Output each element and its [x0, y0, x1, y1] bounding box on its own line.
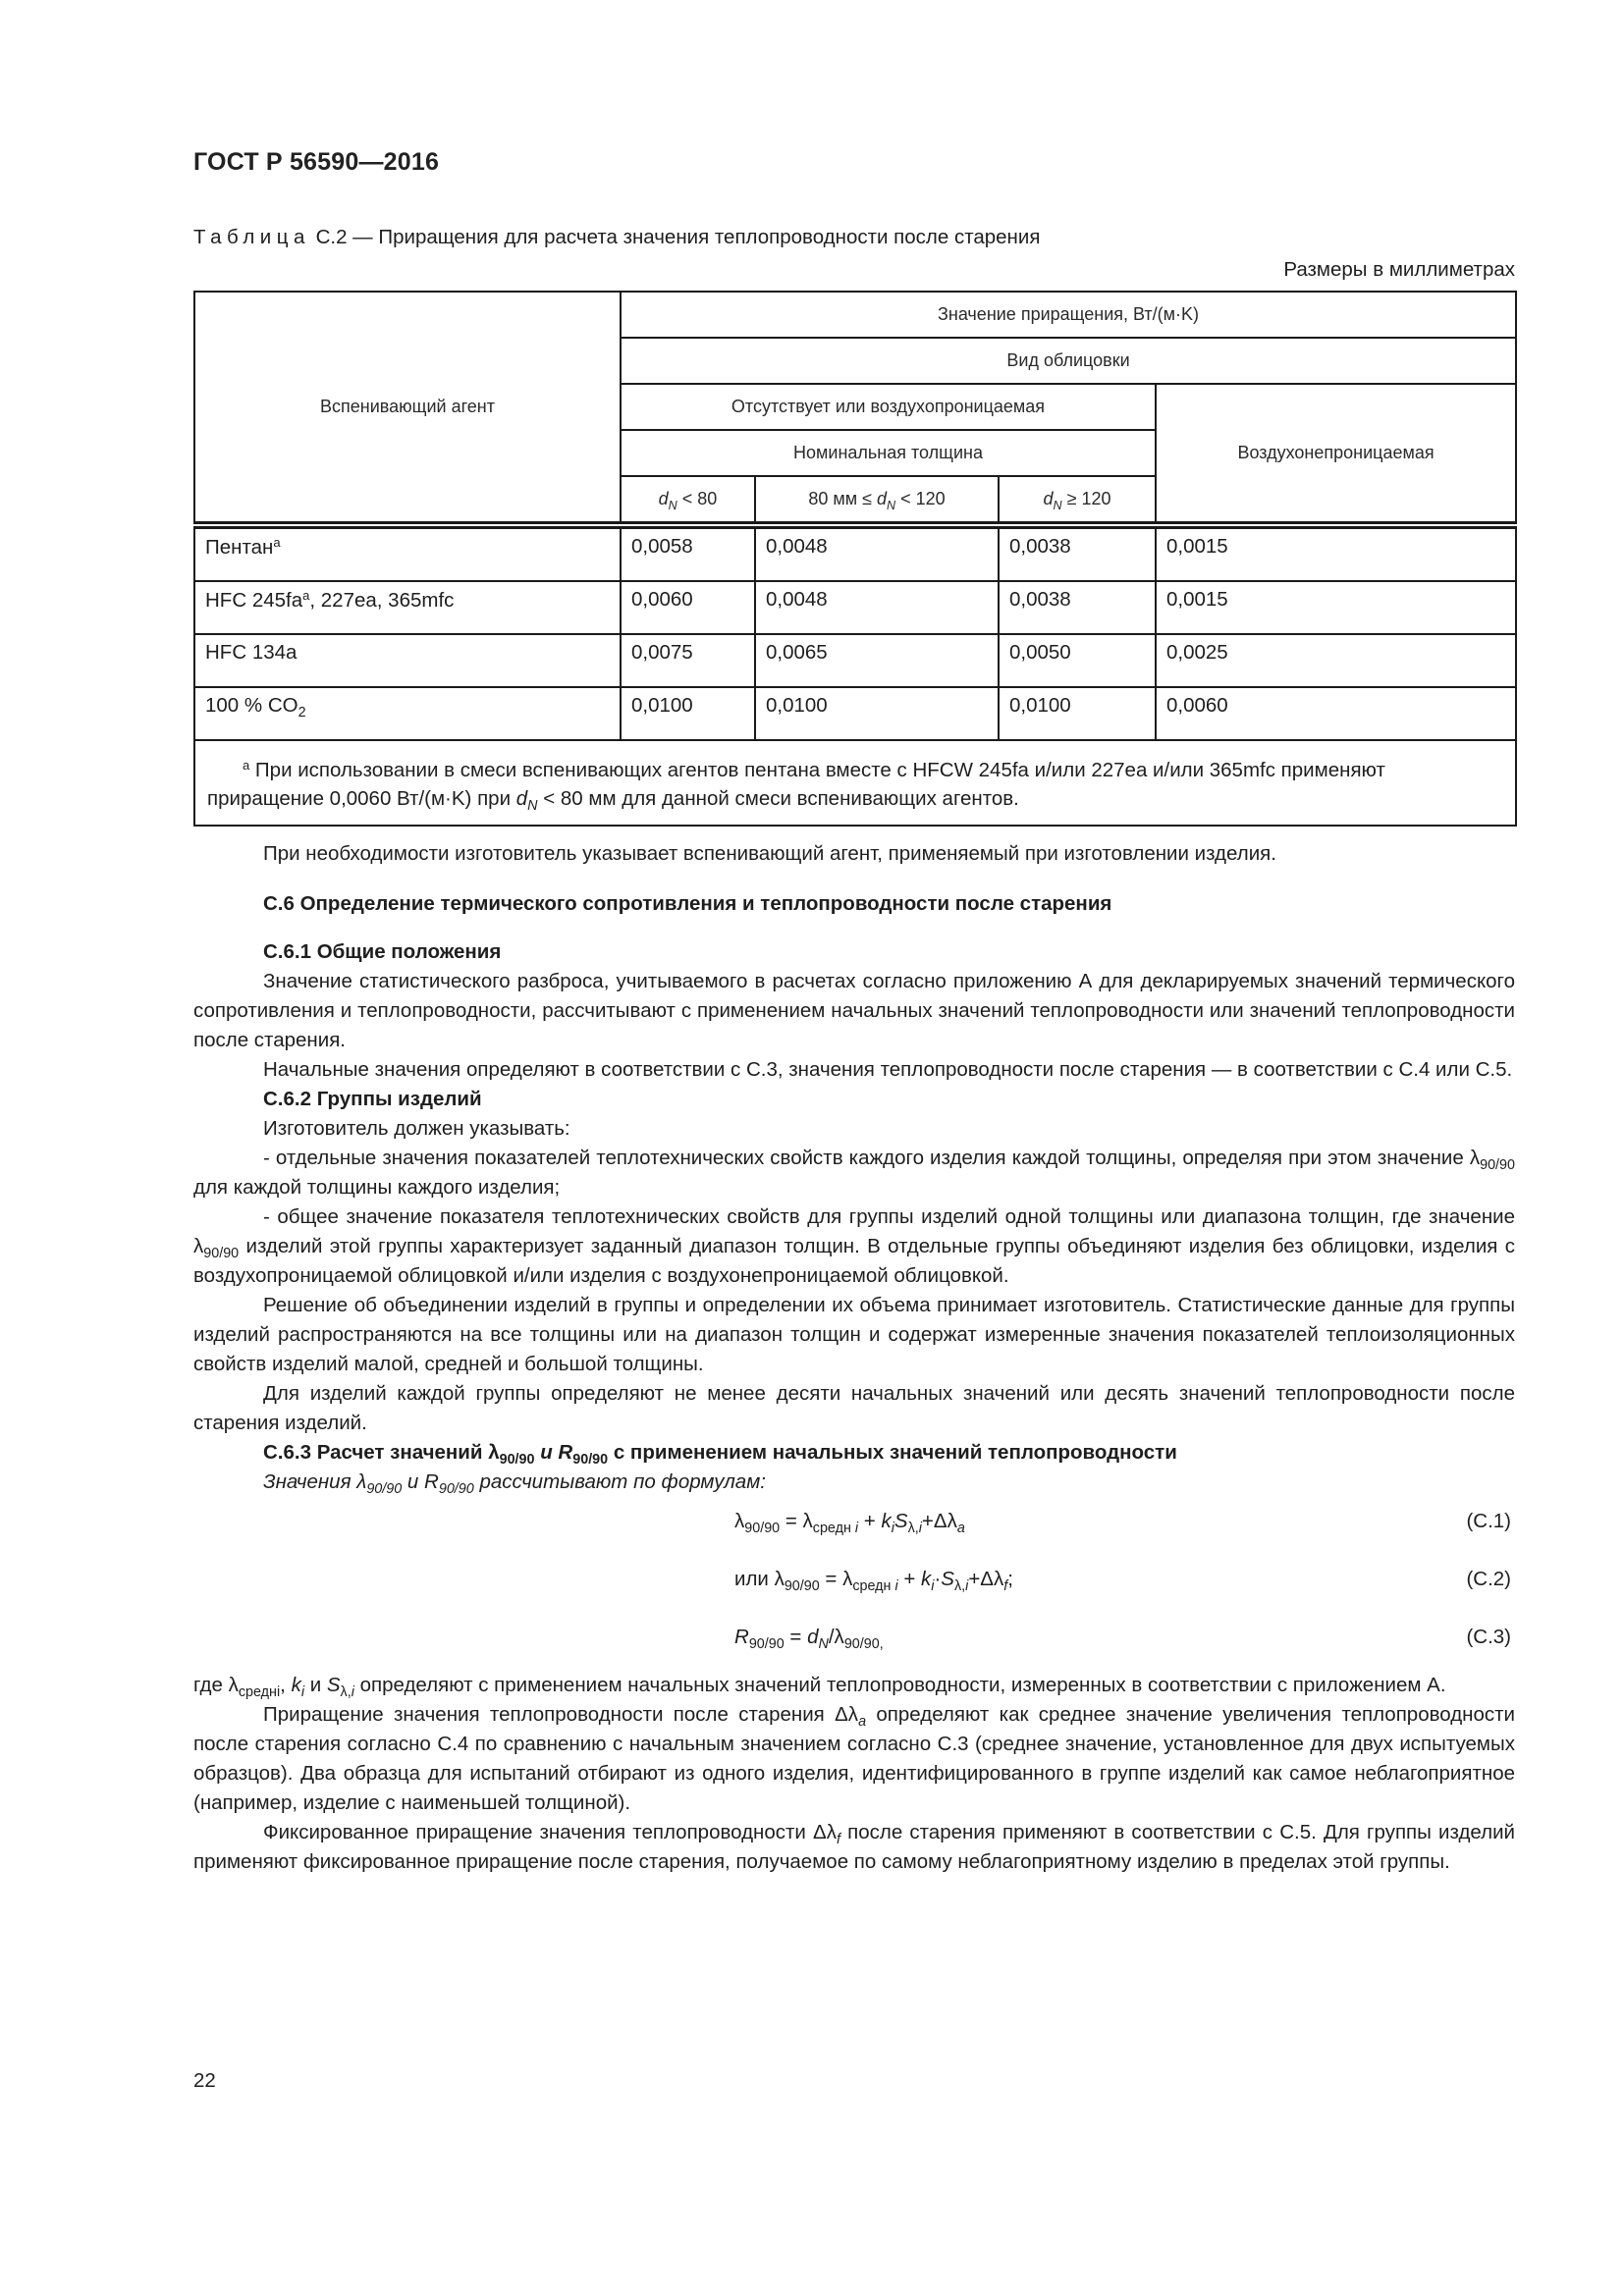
value-cell: 0,0060: [1156, 687, 1516, 740]
value-cell: 0,0060: [621, 581, 755, 634]
table-row: [194, 581, 1516, 634]
section-heading-c6: С.6 Определение термического сопротивления и теплопроводности после старения: [263, 892, 1112, 915]
table-caption-label: Таблица: [193, 226, 310, 248]
paragraph: Приращение значения теплопроводности после старения $\Delta\lambda_a$ определяют как среднее значение увеличения теплопроводности после старения согласно С.4 по сравнению с начальным значением согласно С.3 (среднее значение, установленное для двух испытуемых образцов). Два образца для испытаний отбирают из одного изделия, идентифицированного в группе изделий как самое неблагоприятное (например, изделие с наименьшей толщиной).: [193, 1703, 1515, 1814]
table-footnote-row: [194, 740, 1516, 826]
paragraph: где $\lambda_{средні}$, $k_i$ и $S_{\lambda,i}$ определяют с применением начальных значений теплопроводности, измеренных в соответствии с приложением А.: [193, 1674, 1446, 1700]
increment-table: [193, 291, 1517, 827]
formula-number: (С.1): [1466, 1510, 1511, 1532]
value-cell: 0,0100: [755, 687, 999, 740]
agent-cell: Пентан$^a$: [194, 525, 621, 581]
formula-expression: или $\lambda_{90/90} = \lambda_{средн i} + k_i\cdot S_{\lambda,i}+\Delta\lambda_f$;: [734, 1568, 1013, 1594]
paragraph: Для изделий каждой группы определяют не менее десяти начальных значений или десять значений теплопроводности после старения изделий.: [193, 1382, 1515, 1434]
value-cell: 0,0048: [755, 525, 999, 581]
formula-c2: [193, 1555, 1515, 1613]
body-text: [193, 839, 1515, 1877]
table-units-note: Размеры в миллиметрах: [1283, 258, 1515, 281]
value-cell: 0,0065: [755, 634, 999, 687]
paragraph: Изготовитель должен указывать:: [263, 1117, 570, 1140]
value-cell: 0,0048: [755, 581, 999, 634]
value-cell: 0,0038: [999, 581, 1156, 634]
header-thickness-ge-120: $d_N \ge 120$: [999, 476, 1156, 525]
page-number: 22: [193, 2069, 216, 2092]
paragraph: Значения $\lambda_{90/90}$ и $R_{90/90}$ рассчитывают по формулам:: [263, 1470, 766, 1497]
paragraph: Фиксированное приращение значения теплопроводности $\Delta\lambda_f$ после старения применяют в соответствии с С.5. Для группы изделий применяют фиксированное приращение после старения, получаемое по самому неблагоприятному изделию в пределах этой группы.: [193, 1821, 1515, 1873]
table-footnote: $^a$ При использовании в смеси вспенивающих агентов пентана вместе с HFCW 245fa и/или 227ea и/или 365mfc применяют приращение 0,0060 Вт/(м·K) при $d_N < 80$ мм для данной смеси вспенивающих агентов.: [194, 740, 1516, 826]
paragraph: При необходимости изготовитель указывает вспенивающий агент, применяемый при изготовлении изделия.: [263, 842, 1276, 865]
value-cell: 0,0100: [999, 687, 1156, 740]
formula-expression: $R_{90/90} = d_N/\lambda_{90/90,}$: [734, 1626, 884, 1652]
value-cell: 0,0100: [621, 687, 755, 740]
paragraph: Значение статистического разброса, учитываемого в расчетах согласно приложению А для декларируемых значений термического сопротивления и теплопроводности, рассчитывают с применением начальных значений теплопроводности или значений теплопроводности после старения.: [193, 970, 1515, 1051]
formula-number: (С.2): [1466, 1568, 1511, 1590]
paragraph: - отдельные значения показателей теплотехнических свойств каждого изделия каждой толщины, определяя при этом значение $\lambda_{90/90}$ для каждой толщины каждого изделия;: [193, 1147, 1515, 1199]
formula-expression: $\lambda_{90/90} = \lambda_{средн i} + k_iS_{\lambda,i}+\Delta\lambda_a$: [734, 1510, 965, 1536]
section-heading-c63: С.6.3 Расчет значений $\lambda_{90/90}$ и $R_{90/90}$ с применением начальных значений теплопроводности: [263, 1441, 1177, 1468]
formula-c3: [193, 1613, 1515, 1671]
table-row: [194, 687, 1516, 740]
section-heading-c61: С.6.1 Общие положения: [263, 940, 502, 963]
value-cell: 0,0050: [999, 634, 1156, 687]
paragraph: Начальные значения определяют в соответствии с С.3, значения теплопроводности после старения — в соответствии с С.4 или С.5.: [263, 1058, 1513, 1081]
value-cell: 0,0038: [999, 525, 1156, 581]
agent-cell: HFC 245fa$^a$, 227ea, 365mfc: [194, 581, 621, 634]
agent-cell: HFC 134a: [194, 634, 621, 687]
section-heading-c62: С.6.2 Группы изделий: [263, 1088, 482, 1110]
paragraph: - общее значение показателя теплотехнических свойств для группы изделий одной толщины или диапазона толщин, где значение $\lambda_{90/90}$ изделий этой группы характеризует заданный диапазон толщин. В отдельные группы объединяют изделия без облицовки, изделия с воздухопроницаемой облицовкой и/или изделия с воздухонепроницаемой облицовкой.: [193, 1205, 1515, 1287]
header-thickness-80-120: 80 мм ≤ $d_N < 120$: [755, 476, 999, 525]
header-facing-type: Вид облицовки: [621, 338, 1516, 384]
document-title: ГОСТ Р 56590—2016: [193, 148, 440, 176]
header-increment-value: Значение приращения, Вт/(м·K): [621, 292, 1516, 338]
agent-cell: 100 % $CO_2$: [194, 687, 621, 740]
value-cell: 0,0058: [621, 525, 755, 581]
header-absent-or-permeable: Отсутствует или воздухопроницаемая: [621, 384, 1156, 430]
value-cell: 0,0015: [1156, 525, 1516, 581]
table-row: [194, 634, 1516, 687]
header-nominal-thickness: Номинальная толщина: [621, 430, 1156, 476]
formula-number: (С.3): [1466, 1626, 1511, 1648]
value-cell: 0,0015: [1156, 581, 1516, 634]
value-cell: 0,0075: [621, 634, 755, 687]
value-cell: 0,0025: [1156, 634, 1516, 687]
table-caption-text: С.2 — Приращения для расчета значения теплопроводности после старения: [309, 226, 1041, 248]
header-impermeable: Воздухонепроницаемая: [1156, 384, 1516, 525]
table-row: [194, 525, 1516, 581]
table-caption: [193, 226, 1040, 249]
formula-c1: [193, 1497, 1515, 1555]
paragraph: Решение об объединении изделий в группы и определении их объема принимает изготовитель. Статистические данные для группы изделий распространяются на все толщины или на диапазон толщин и содержат измеренные значения показателей теплоизоляционных свойств изделий малой, средней и большой толщины.: [193, 1294, 1515, 1375]
header-agent: Вспенивающий агент: [194, 292, 621, 525]
header-thickness-lt-80: $d_N < 80$: [621, 476, 755, 525]
